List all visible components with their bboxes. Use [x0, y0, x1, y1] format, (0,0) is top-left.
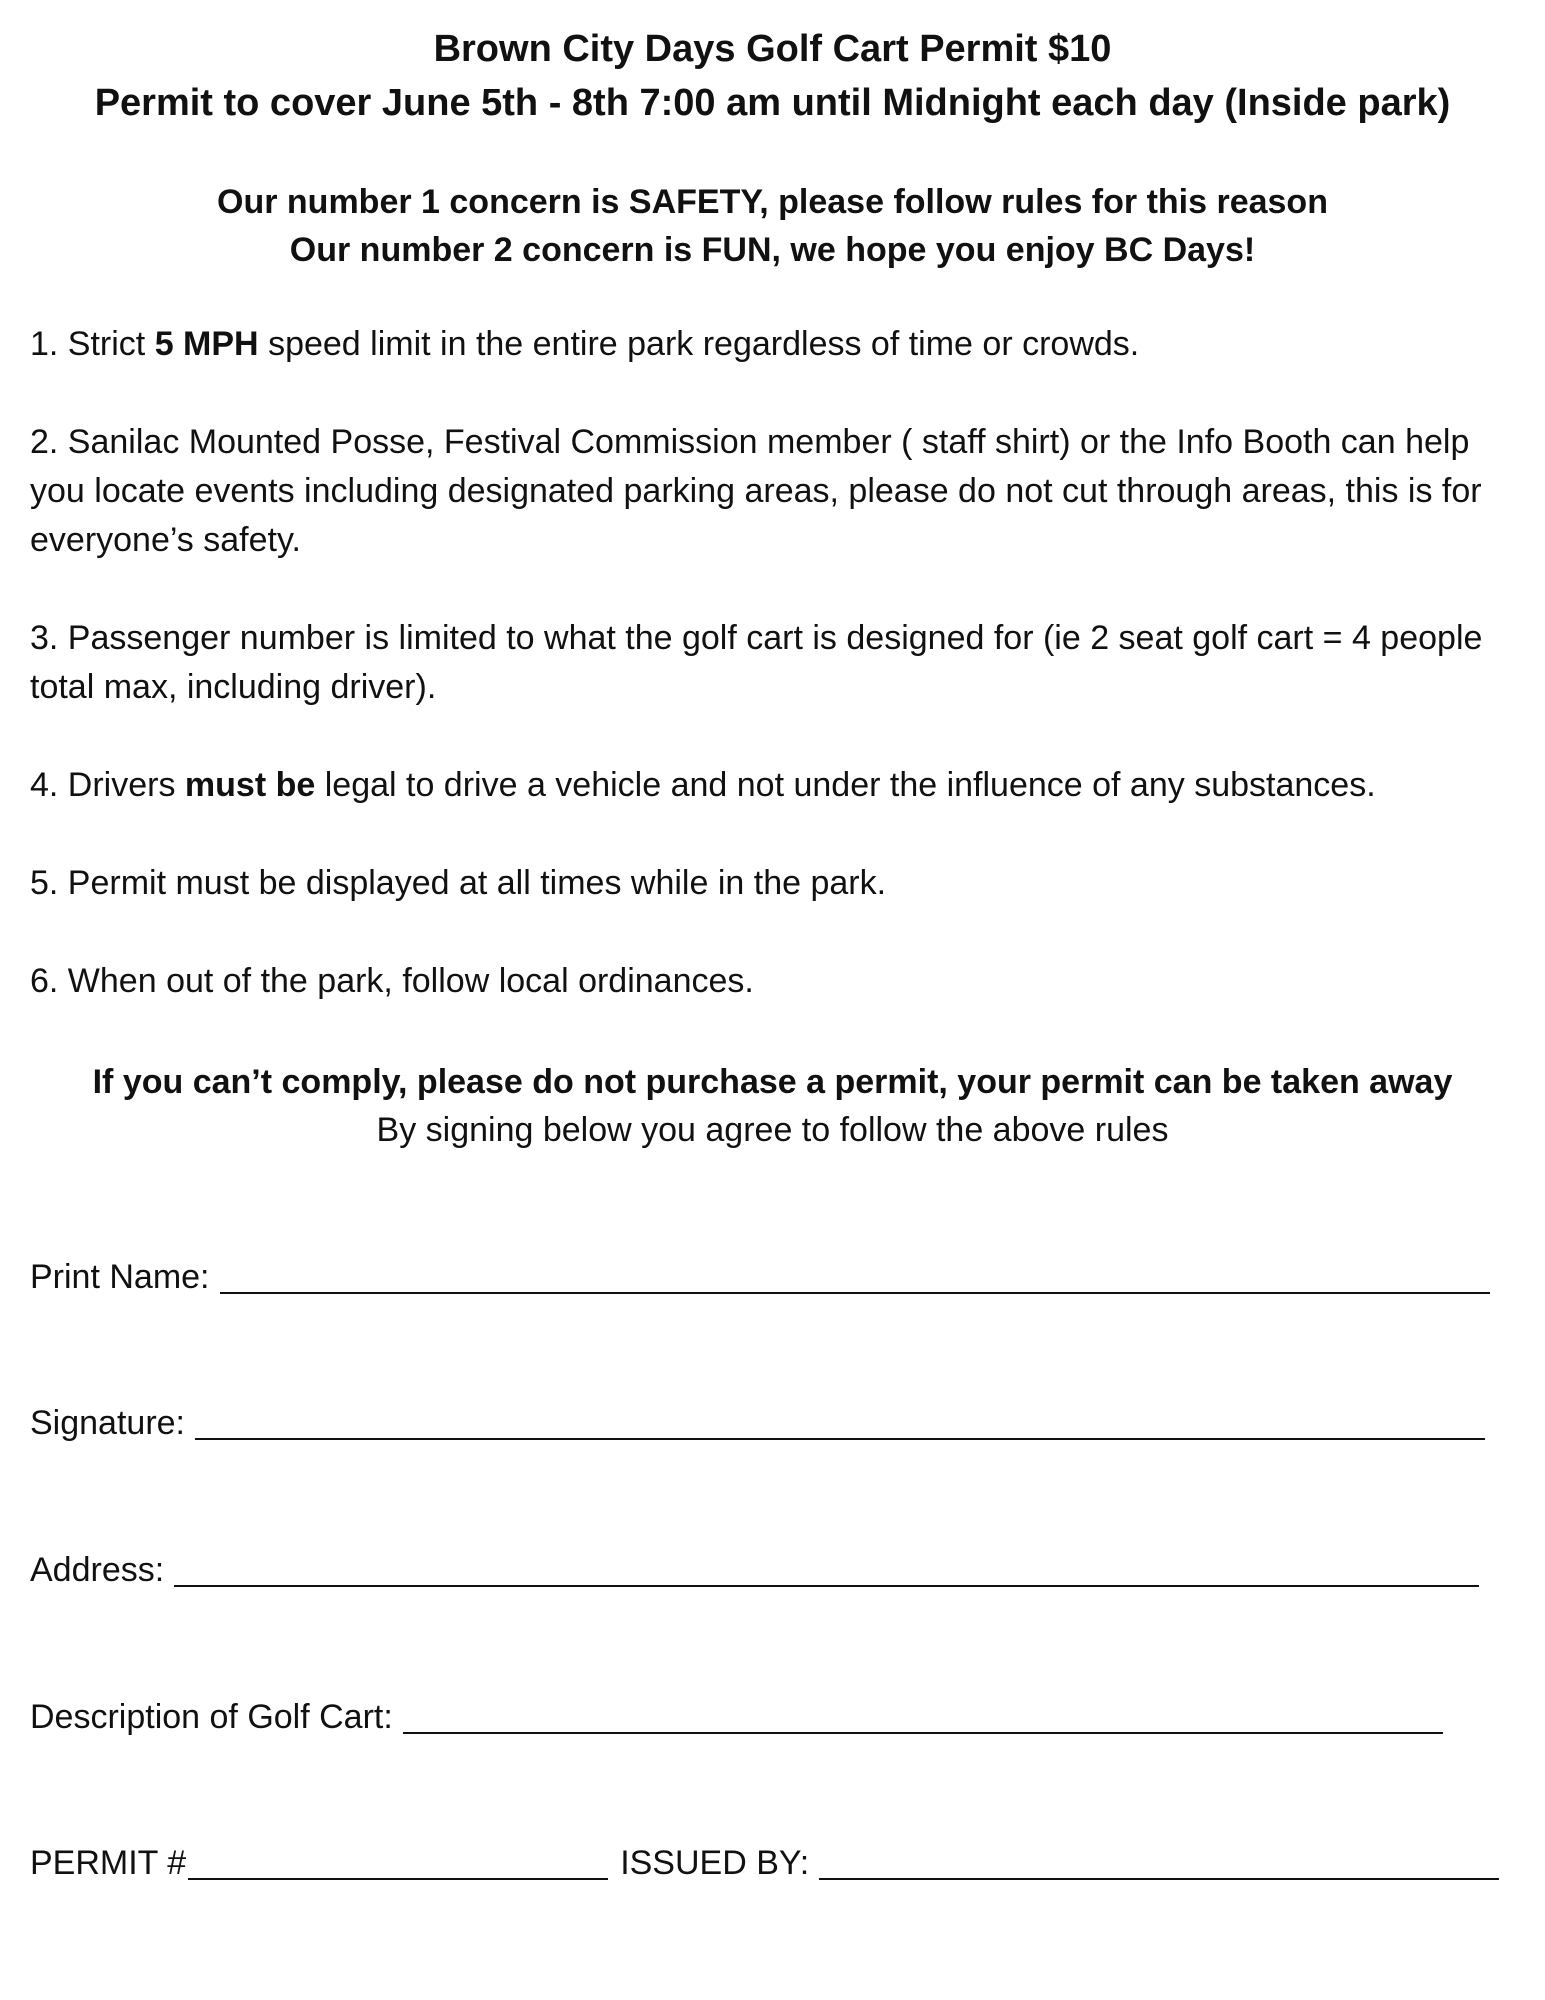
signature-line[interactable]	[195, 1398, 1485, 1440]
print-name-label: Print Name:	[30, 1258, 210, 1296]
permit-issue-row	[30, 1838, 1499, 1888]
issued-by-label: ISSUED BY:	[620, 1844, 810, 1882]
document-subtitle: Permit to cover June 5th - 8th 7:00 am until Midnight each day (Inside park)	[94, 82, 1451, 124]
rule-text: speed limit in the entire park regardless of time or crowds.	[258, 325, 1140, 363]
rule-item-5	[30, 859, 1530, 908]
rule-text: 6. When out of the park, follow local ordinances.	[30, 962, 754, 1000]
agreement-statement: By signing below you agree to follow the above rules	[376, 1111, 1169, 1149]
concern-safety: Our number 1 concern is SAFETY, please follow rules for this reason	[217, 183, 1328, 221]
rules-list	[30, 320, 1530, 1055]
permit-number-label: PERMIT #	[30, 1844, 187, 1882]
permit-number-line[interactable]	[188, 1838, 608, 1880]
rule-item-3	[30, 614, 1530, 712]
address-line[interactable]	[174, 1545, 1479, 1587]
rule-text: 1. Strict	[30, 325, 155, 363]
rule-emphasis: must be	[184, 766, 316, 804]
compliance-warning: If you can’t comply, please do not purchase a permit, your permit can be taken away	[92, 1063, 1453, 1101]
rule-item-6	[30, 957, 1530, 1006]
rule-item-4	[30, 761, 1530, 810]
cart-description-label: Description of Golf Cart:	[30, 1698, 393, 1736]
signature-field	[30, 1398, 1485, 1448]
address-field	[30, 1545, 1479, 1595]
rule-text: legal to drive a vehicle and not under the influence of any substances.	[315, 766, 1376, 804]
cart-description-line[interactable]	[403, 1692, 1443, 1734]
rule-text: 3. Passenger number is limited to what the golf cart is designed for (ie 2 seat golf cart = 4 people total max, including driver).	[30, 619, 1483, 706]
signature-label: Signature:	[30, 1404, 185, 1442]
cart-description-field	[30, 1692, 1443, 1742]
concern-fun: Our number 2 concern is FUN, we hope you enjoy BC Days!	[289, 231, 1256, 269]
print-name-field	[30, 1252, 1490, 1302]
print-name-line[interactable]	[220, 1252, 1490, 1294]
address-label: Address:	[30, 1551, 165, 1589]
rule-item-2	[30, 418, 1530, 565]
rule-text: 5. Permit must be displayed at all times while in the park.	[30, 864, 887, 902]
issued-by-line[interactable]	[819, 1838, 1499, 1880]
rule-text: 2. Sanilac Mounted Posse, Festival Commission member ( staff shirt) or the Info Booth can help you locate events including designated parking areas, please do not cut through areas, this is for everyone’s safety.	[30, 423, 1482, 559]
document-title: Brown City Days Golf Cart Permit $10	[433, 28, 1112, 70]
rule-text: 4. Drivers	[30, 766, 185, 804]
rule-item-1	[30, 320, 1530, 369]
rule-emphasis: 5 MPH	[154, 325, 259, 363]
